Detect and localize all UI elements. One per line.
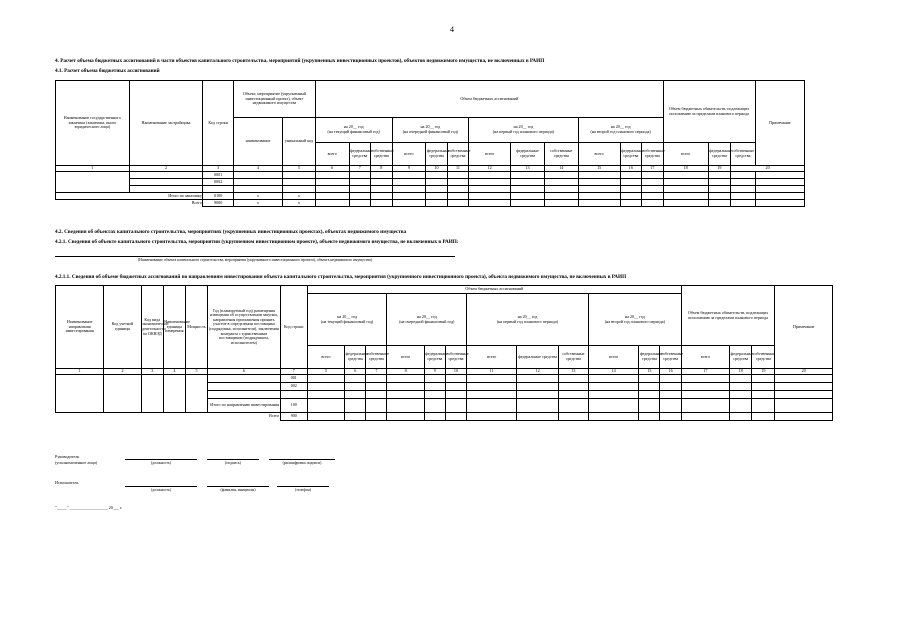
customer-total-label: Итого по заказчику xyxy=(56,193,203,200)
column-number: 14 xyxy=(544,166,578,172)
hdr-own: собственные средства xyxy=(752,346,775,369)
hdr-total: всего xyxy=(469,143,511,166)
hdr-total: всего xyxy=(578,143,620,166)
table-row xyxy=(56,172,805,179)
column-number: 16 xyxy=(620,166,641,172)
column-number: 5 xyxy=(283,166,316,172)
hdr-direction: Наименование направления инвестирования xyxy=(56,286,104,369)
hdr-federal: федеральные средства xyxy=(511,143,545,166)
column-number: 1 xyxy=(56,166,130,172)
executor-label: Исполнитель xyxy=(55,480,79,485)
head-position-caption: (должность) xyxy=(151,461,171,465)
hdr-note: Примечание xyxy=(775,286,833,369)
hdr-federal: федеральные средства xyxy=(349,143,370,166)
page-number: 4 xyxy=(450,25,454,34)
executor-phone-caption: (телефон) xyxy=(295,488,311,492)
column-number: 18 xyxy=(663,166,708,172)
hdr-object: Объект, мероприятие (укрупненный инвестиционный проект), объект недвижимого имущества xyxy=(234,81,316,118)
hdr-year-4: на 20__ год (на второй год планового периода) xyxy=(578,118,663,143)
hdr-year-1: на 20__ год (на текущий финансовый год) xyxy=(307,294,387,346)
column-number: 8 xyxy=(387,369,424,375)
hdr-total: всего xyxy=(681,346,729,369)
head-label: Руководитель xyxy=(55,454,80,459)
hdr-year-1: на 20__ год (на текущий финансовый год) xyxy=(315,118,392,143)
column-number: 7 xyxy=(349,166,370,172)
hdr-row-code: Код строки xyxy=(280,286,307,369)
grand-total-code: 900 xyxy=(280,413,307,421)
executor-fio-line[interactable] xyxy=(207,486,269,487)
column-number: 10 xyxy=(445,369,466,375)
executor-fio-caption: (фамилия, инициалы) xyxy=(220,488,256,492)
column-number: 20 xyxy=(731,166,805,172)
grand-total-label: Всего xyxy=(269,413,280,419)
hdr-note: Примечание xyxy=(755,81,804,166)
hdr-row-code: Код строки xyxy=(203,81,234,166)
hdr-obj-name: наименование xyxy=(234,118,283,166)
hdr-year-2: на 20__ год (на очередной финансовый год) xyxy=(392,118,469,143)
hdr-total: всего xyxy=(467,346,517,369)
section-4-2-1-title: 4.2.1. Сведения об объекте капитального строительства, мероприятии (укрупненном инвестиционном проекте), объекте недвижимого имущества, не включенных в РАИП: xyxy=(55,239,459,245)
column-number: 15 xyxy=(639,369,660,375)
customer-total-row: Итого по заказчику 0100 x x xyxy=(56,193,805,200)
grand-total-row xyxy=(56,413,833,421)
hdr-own: собственные средства xyxy=(445,346,466,369)
grand-total-label: Всего xyxy=(191,199,202,205)
head-sublabel: (уполномоченное лицо) xyxy=(55,460,98,465)
column-number: 2 xyxy=(104,369,141,375)
head-position-line[interactable] xyxy=(125,459,197,460)
hdr-federal: федеральные средства xyxy=(620,143,641,166)
hdr-budget: Объем бюджетных ассигнований xyxy=(315,81,663,118)
executor-position-line[interactable] xyxy=(125,486,197,487)
executor-position-caption: (должность) xyxy=(151,488,171,492)
hdr-own: собственные средства xyxy=(558,346,588,369)
direction-total-label: Итого по направлению инвестирования xyxy=(208,399,281,413)
hdr-total: всего xyxy=(315,143,349,166)
column-number: 20 xyxy=(775,369,833,375)
grand-total-code: 9000 xyxy=(203,200,234,207)
column-number: 12 xyxy=(469,166,511,172)
column-number: 7 xyxy=(366,369,387,375)
column-number: 17 xyxy=(681,369,729,375)
hdr-federal: федеральные средства xyxy=(639,346,660,369)
hdr-year-3: на 20__ год (на первый год планового периода) xyxy=(469,118,578,143)
table-row xyxy=(56,186,805,193)
column-number: 3 xyxy=(141,369,163,375)
column-number: 6 xyxy=(315,166,349,172)
budget-calc-table xyxy=(55,80,805,207)
hdr-year-4: на 20__ год (на второй год планового периода) xyxy=(588,294,681,346)
hdr-obligations: Объем бюджетных обязательств, подлежащих исполнению за пределами планового периода xyxy=(663,81,755,143)
column-number: 8 xyxy=(371,166,392,172)
column-number: 19 xyxy=(708,166,731,172)
column-number: 7 xyxy=(280,369,307,375)
column-number: 9 xyxy=(392,166,426,172)
executor-phone-line[interactable] xyxy=(277,486,329,487)
column-number: 6 xyxy=(208,369,281,375)
row-code: 001 xyxy=(280,375,307,383)
column-number: 6 xyxy=(345,369,366,375)
hdr-budget: Объем бюджетных ассигнований xyxy=(307,286,681,294)
section-4-1-title: 4.1. Расчет объема бюджетных ассигнований xyxy=(55,68,160,74)
row-code: 0002 xyxy=(203,179,234,186)
investment-direction-table xyxy=(55,285,833,421)
hdr-okved: Код вида экономической деятельности по ОКВЭД xyxy=(141,286,163,369)
hdr-federal: федеральные средства xyxy=(424,346,445,369)
column-number: 11 xyxy=(467,369,517,375)
hdr-year: Год (планируемый год) размещения извещения об осуществлении закупки, направления приглашения принять участие в определении поставщика (подрядчика, исполнителя), заключения контракта с единственным поставщиком (подрядчиком, исполнителем) xyxy=(208,286,281,369)
date-line[interactable]: "_____" __________________ 20___ г. xyxy=(55,505,123,510)
hdr-federal: федеральные средства xyxy=(730,346,752,369)
column-number: 4 xyxy=(234,166,283,172)
hdr-total: всего xyxy=(588,346,638,369)
object-name-caption: (Наименование объекта капитального строительства, мероприятия (укрупненного инвестиционного проекта), объекта недвижимого имущества) xyxy=(137,258,373,262)
hdr-own: собственные средства xyxy=(731,143,756,166)
column-number: 3 xyxy=(203,166,234,172)
column-number: 13 xyxy=(511,166,545,172)
head-decoding-caption: (расшифровка подписи) xyxy=(282,461,322,465)
hdr-year-3: на 20__ год (на первый год планового периода) xyxy=(467,294,589,346)
hdr-obligations: Объем бюджетных обязательств, подлежащих исполнению за пределами планового периода xyxy=(681,286,775,346)
hdr-unit: Наименование единицы измерения xyxy=(163,286,185,369)
column-number: 11 xyxy=(447,166,468,172)
hdr-total: всего xyxy=(663,143,708,166)
hdr-power: Мощность xyxy=(185,286,207,369)
direction-total-code: 100 xyxy=(280,399,307,413)
head-decoding-line[interactable] xyxy=(269,459,335,460)
hdr-acc-unit: Код учетной единицы xyxy=(104,286,141,369)
hdr-federal: федеральные средства xyxy=(708,143,731,166)
section-4-2-title: 4.2. Сведения об объектах капитального строительства, мероприятиях (укрупненных инвестиционных проектах), объектах недвижимого имущества xyxy=(55,229,407,235)
column-number: 17 xyxy=(642,166,664,172)
hdr-total: всего xyxy=(307,346,344,369)
grand-total-row: Всего 9000 x x xyxy=(56,200,805,207)
column-number: 15 xyxy=(578,166,620,172)
table-row xyxy=(56,179,805,186)
hdr-federal: федеральные средства xyxy=(517,346,558,369)
column-number: 9 xyxy=(424,369,445,375)
column-number: 1 xyxy=(56,369,104,375)
hdr-own: собственные средства xyxy=(447,143,468,166)
column-number: 2 xyxy=(129,166,203,172)
hdr-developer: Наименование застройщика xyxy=(129,81,203,166)
object-name-line[interactable] xyxy=(55,256,455,257)
row-code: 0001 xyxy=(203,172,234,179)
hdr-own: собственные средства xyxy=(642,143,664,166)
section-4-2-1-1-title: 4.2.1.1. Сведения об объеме бюджетных ассигнований по направлениям инвестирования объекта капитального строительства, мероприятия (укрупненного инвестиционного проекта), объекта недвижимого имущества, не включенных в РАИП xyxy=(55,274,627,280)
head-signature-caption: (подпись) xyxy=(225,461,241,465)
hdr-year-2: на 20__ год (на очередной финансовый год) xyxy=(387,294,467,346)
column-number: 5 xyxy=(307,369,344,375)
column-number: 4 xyxy=(163,369,185,375)
hdr-federal: федеральные средства xyxy=(345,346,366,369)
column-number: 14 xyxy=(588,369,638,375)
column-number: 16 xyxy=(660,369,681,375)
column-number: 10 xyxy=(426,166,447,172)
row-code: 002 xyxy=(280,383,307,391)
column-number: 13 xyxy=(558,369,588,375)
hdr-obj-code: уникальный код xyxy=(283,118,316,166)
customer-total-code: 0100 xyxy=(203,193,234,200)
hdr-customer: Наименование государственного заказчика (заказчика, иного юридического лица) xyxy=(56,81,130,166)
column-number: 5 xyxy=(185,369,207,375)
hdr-federal: федеральные средства xyxy=(426,143,447,166)
hdr-own: собственные средства xyxy=(660,346,681,369)
head-signature-line[interactable] xyxy=(207,459,259,460)
hdr-total: всего xyxy=(392,143,426,166)
column-number: 12 xyxy=(517,369,558,375)
hdr-own: собственные средства xyxy=(371,143,392,166)
column-number: 19 xyxy=(752,369,775,375)
column-number: 18 xyxy=(730,369,752,375)
hdr-total: всего xyxy=(387,346,424,369)
hdr-own: собственные средства xyxy=(544,143,578,166)
table-row xyxy=(56,375,833,383)
hdr-own: собственные средства xyxy=(366,346,387,369)
section-4-title: 4. Расчет объема бюджетных ассигнований в части объектов капитального строительства, мероприятий (укрупненных инвестиционных проектов), объектов недвижимого имущества, не включенных в РАИП xyxy=(55,58,545,64)
